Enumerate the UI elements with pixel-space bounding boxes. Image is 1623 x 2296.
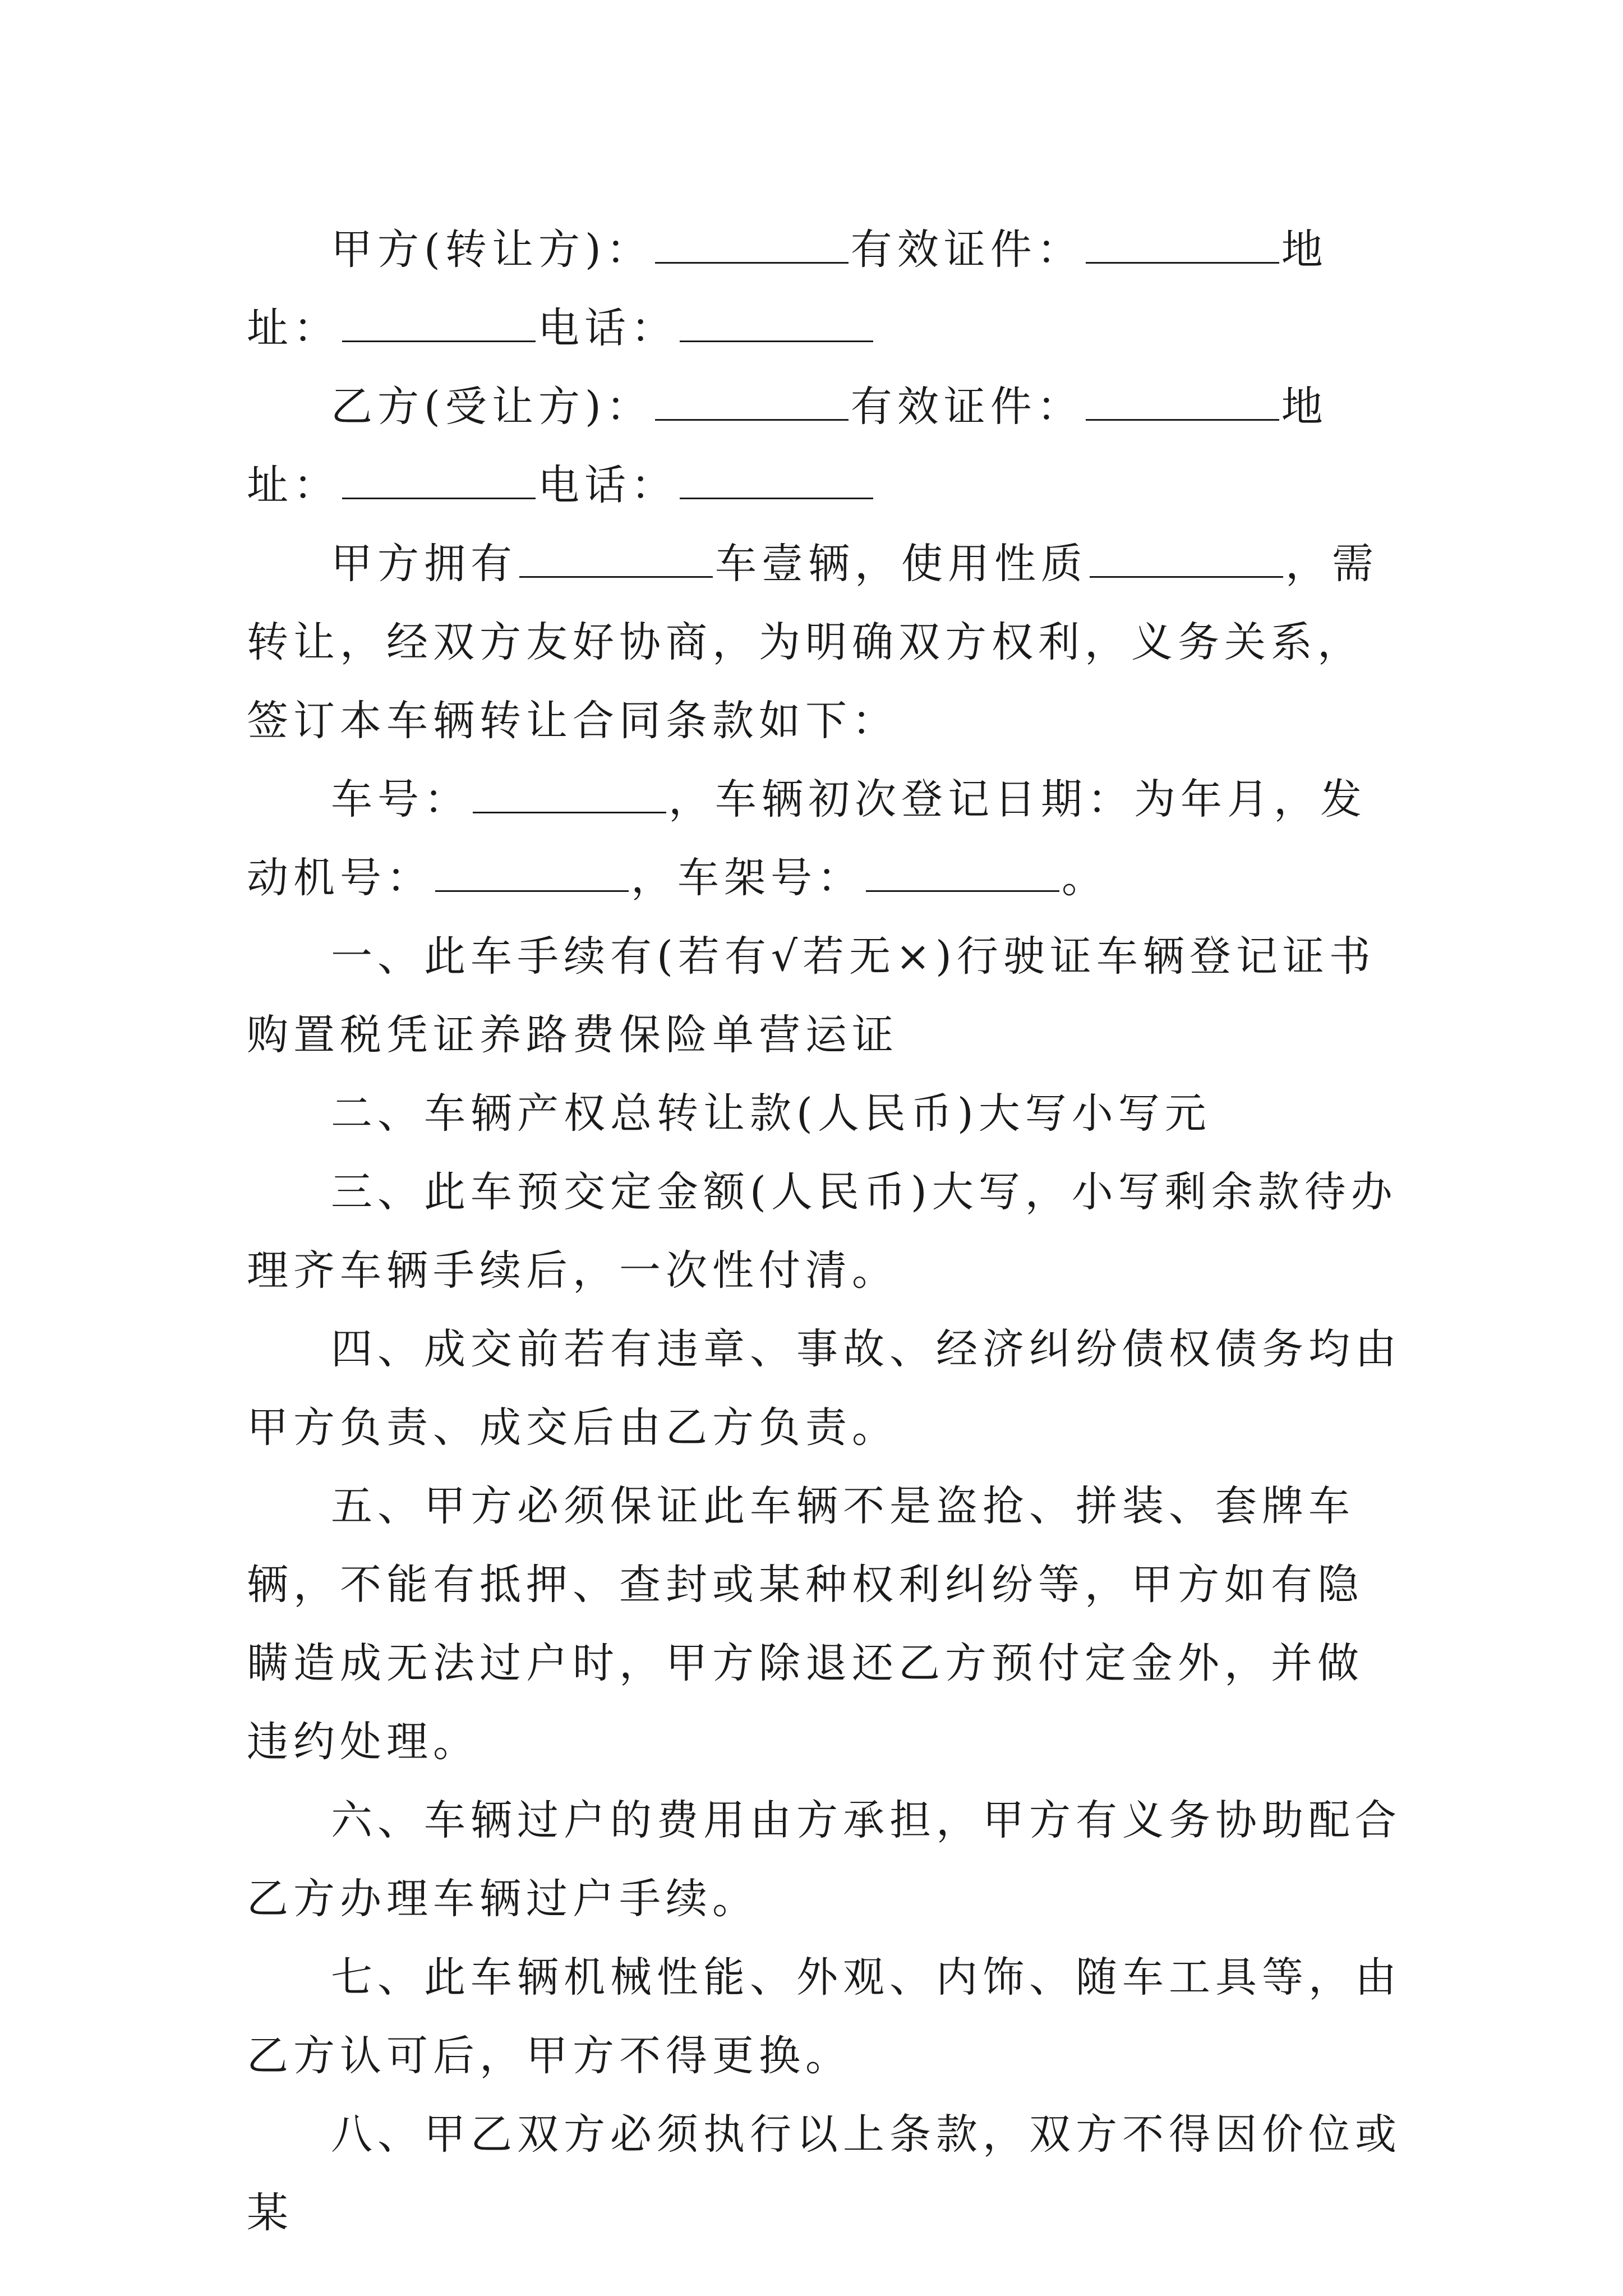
party-a-address-blank xyxy=(342,307,536,342)
party-a-phone-blank xyxy=(680,307,873,342)
plate-label: 车号： xyxy=(331,775,471,823)
vehicle-info-paragraph xyxy=(247,760,1402,917)
party-b-name-blank xyxy=(655,385,849,421)
clause-6: 六、车辆过户的费用由方承担，甲方有义务协助配合乙方办理车辆过户手续。 xyxy=(247,1796,1401,1923)
party-b-phone-label: 电话： xyxy=(538,461,677,509)
party-a-line xyxy=(247,210,1402,367)
party-b-line xyxy=(247,367,1402,524)
party-b-label: 乙方(受让方)： xyxy=(331,383,653,431)
clause-3: 三、此车预交定金额(人民币)大写，小写剩余款待办理齐车辆手续后，一次性付清。 xyxy=(247,1168,1398,1295)
clause-4: 四、成交前若有违章、事故、经济纠纷债权债务均由甲方负责、成交后由乙方负责。 xyxy=(247,1325,1401,1452)
party-b-address-label: 地址： xyxy=(247,383,1328,509)
party-a-address-label: 地址： xyxy=(247,226,1328,352)
intro-part-2: 车壹辆，使用性质 xyxy=(715,540,1087,588)
clause-7: 七、此车辆机械性能、外观、内饰、随车工具等，由乙方认可后，甲方不得更换。 xyxy=(247,1953,1401,2080)
clause-2: 二、车辆产权总转让款(人民币)大写小写元 xyxy=(331,1089,1211,1138)
party-b-address-blank xyxy=(342,464,536,499)
party-a-label: 甲方(转让方)： xyxy=(331,226,653,274)
party-a-phone-label: 电话： xyxy=(538,304,677,352)
usage-nature-blank xyxy=(1090,542,1283,578)
party-a-id-blank xyxy=(1086,228,1279,264)
clause-8: 八、甲乙双方必须执行以上条款，双方不得因价位或某 xyxy=(247,2110,1401,2237)
clause-1: 一、此车手续有(若有√若无×)行驶证车辆登记证书购置税凭证养路费保险单营运证 xyxy=(247,932,1376,1059)
contract-body xyxy=(247,210,1402,2252)
intro-part-3: ，需转让，经双方友好协商，为明确双方权利，义务关系，签订本车辆转让合同条款如下： xyxy=(247,540,1378,745)
clause-5: 五、甲方必须保证此车辆不是盗抢、拼装、套牌车辆，不能有抵押、查封或某种权利纠纷等，甲方如有隐瞒造成无法过户时，甲方除退还乙方预付定金外，并做违约处理。 xyxy=(247,1482,1364,1766)
frame-label: ，车架号： xyxy=(631,854,864,902)
engine-number-blank xyxy=(435,857,629,892)
intro-part-1: 甲方拥有 xyxy=(331,540,517,588)
frame-number-blank xyxy=(866,857,1059,892)
party-b-phone-blank xyxy=(680,464,873,499)
vehicle-info-end: 。 xyxy=(1062,854,1108,902)
registration-text: ，车辆初次登记日期：为年月，发动机号： xyxy=(247,775,1367,902)
intro-paragraph xyxy=(247,524,1402,760)
plate-blank xyxy=(473,778,666,813)
party-b-id-label: 有效证件： xyxy=(850,383,1083,431)
vehicle-type-blank xyxy=(519,542,713,578)
party-b-id-blank xyxy=(1086,385,1279,421)
party-a-name-blank xyxy=(655,228,849,264)
party-a-id-label: 有效证件： xyxy=(850,226,1083,274)
